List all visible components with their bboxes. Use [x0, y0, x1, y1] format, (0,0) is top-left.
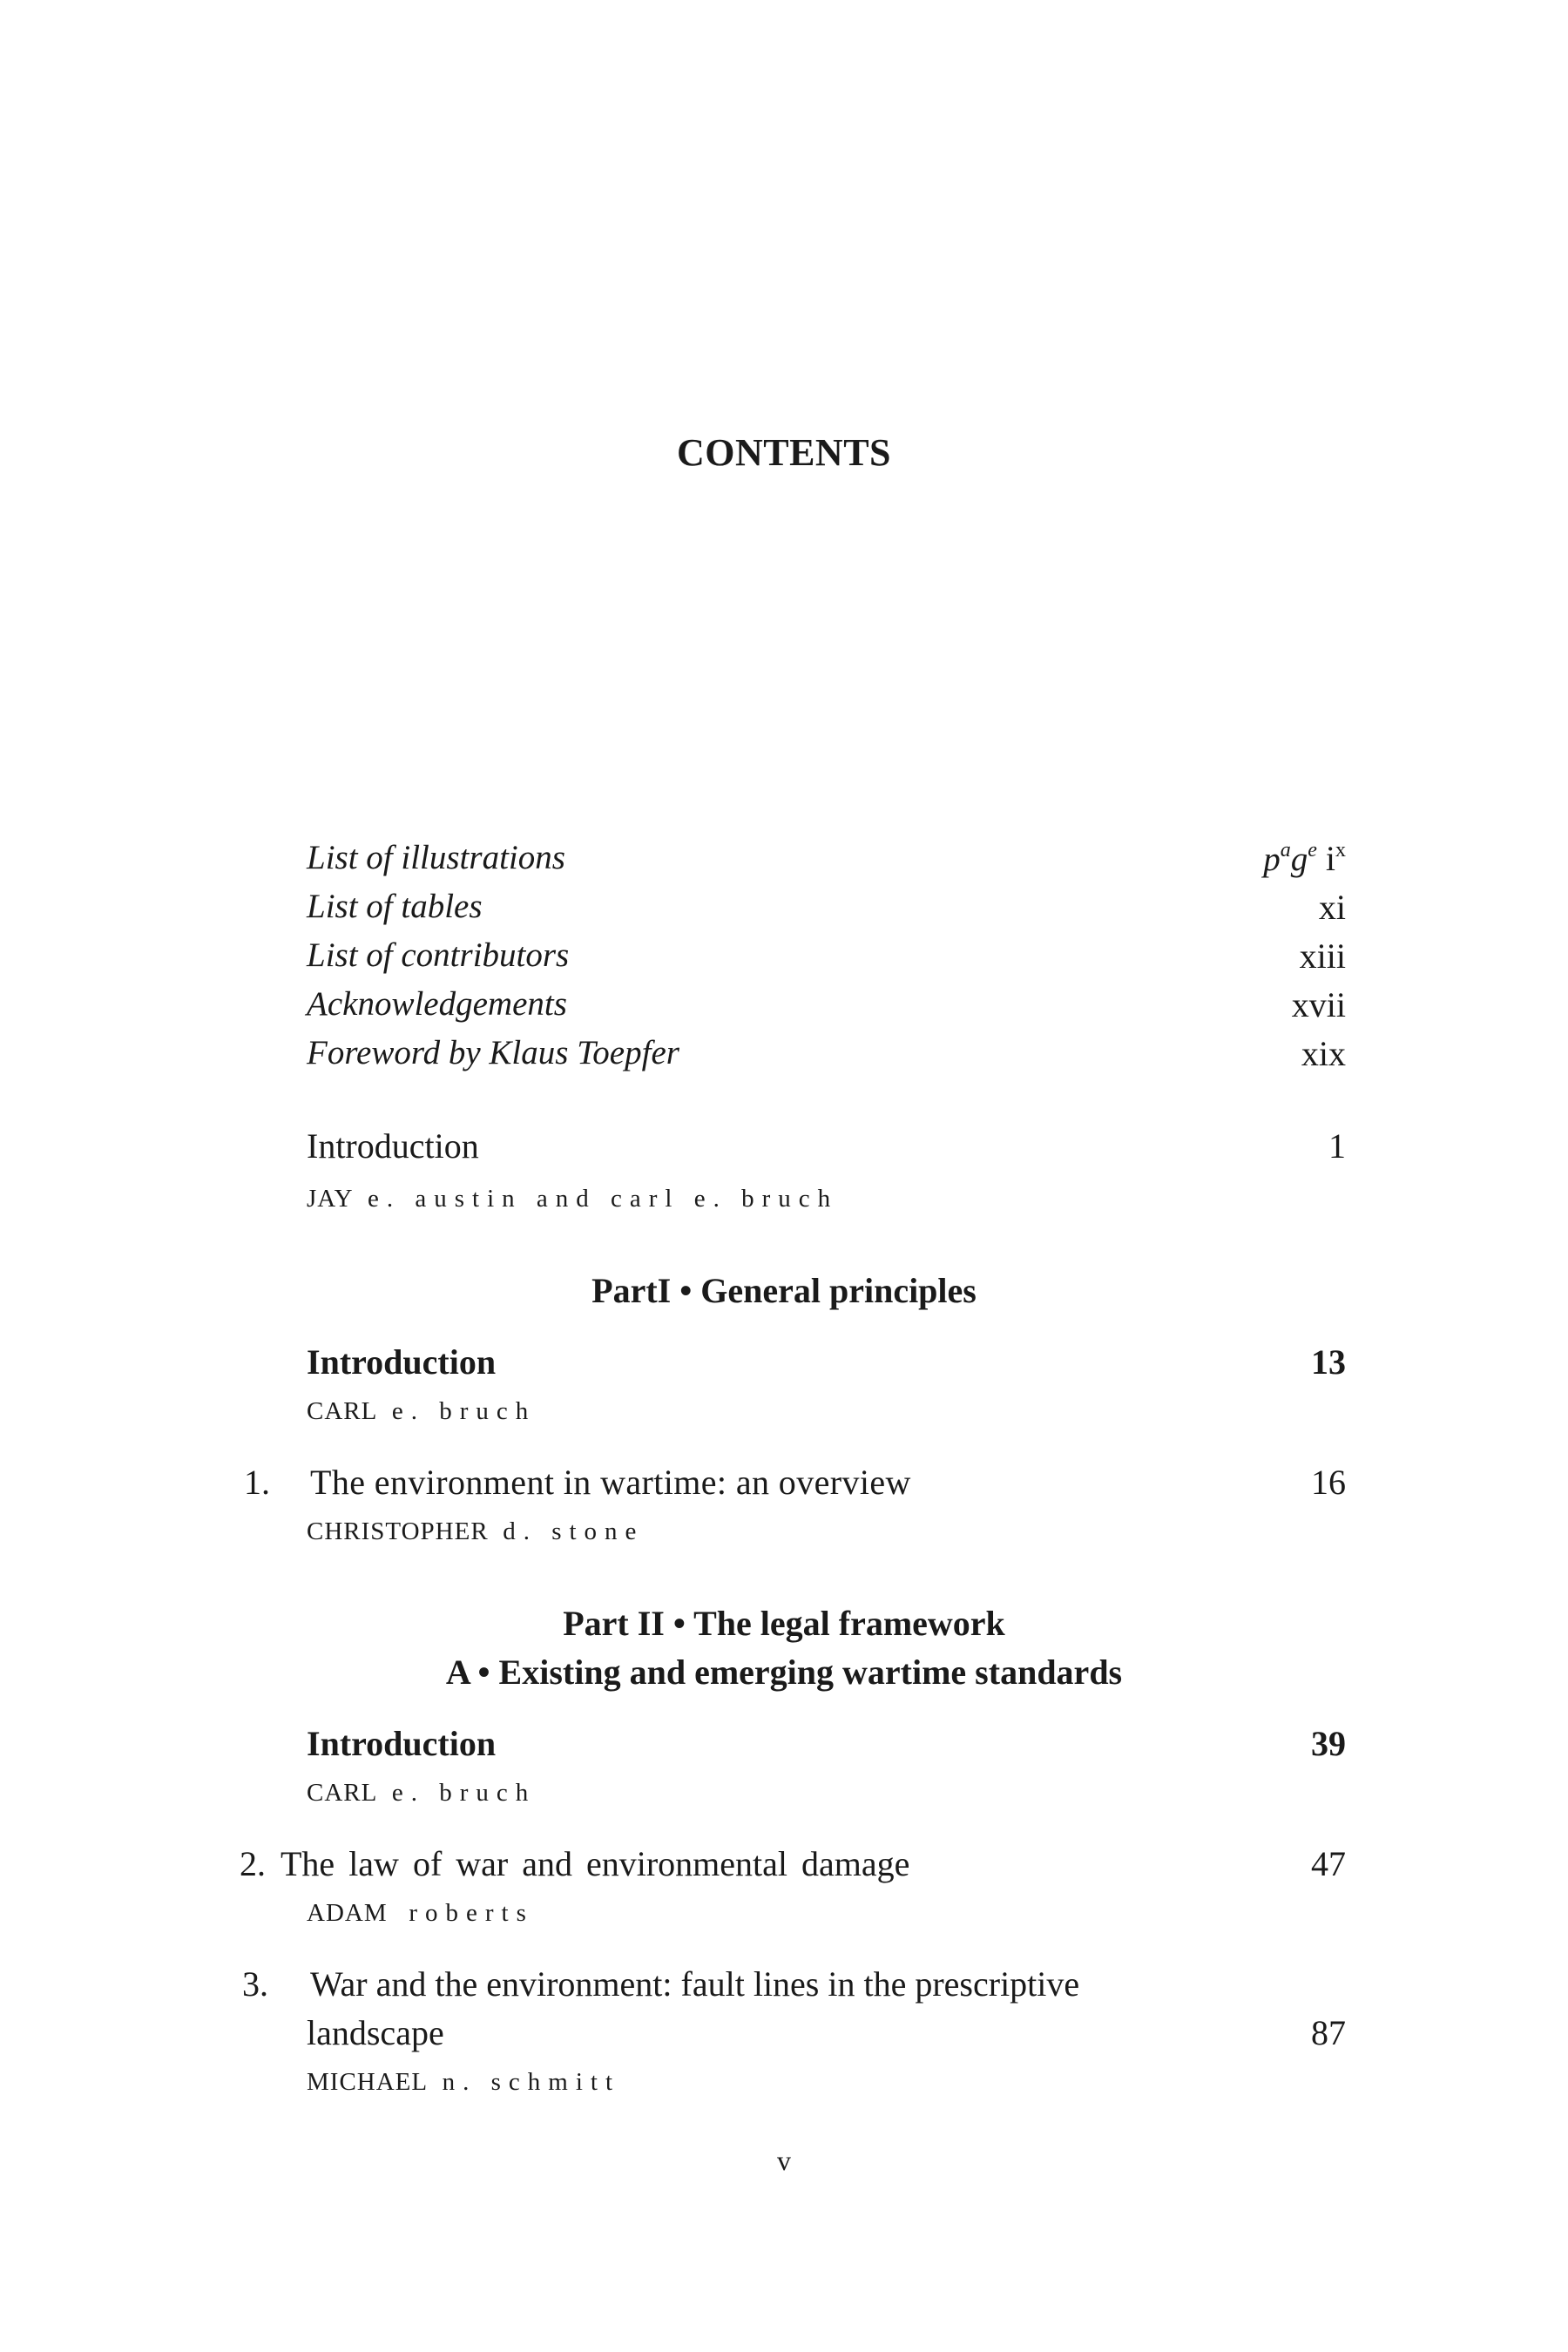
- toc-introduction[interactable]: Introduction: [307, 1126, 479, 1166]
- author-line: [307, 1779, 536, 1808]
- toc-list-of-illustrations[interactable]: List of illustrations: [307, 839, 565, 876]
- toc-page-acknowledgements: xvii: [1291, 985, 1346, 1024]
- page-prefix-e: e: [1308, 839, 1317, 862]
- page-number: i: [1325, 839, 1335, 878]
- toc-page-chapter-1: 16: [1311, 1463, 1346, 1502]
- toc-page-illustrations: [1263, 838, 1346, 879]
- chapter-number: 1.: [244, 1463, 270, 1502]
- page-title: CONTENTS: [676, 431, 892, 474]
- author-line: [307, 1397, 536, 1426]
- author-lead: ADAM: [307, 1899, 388, 1927]
- toc-list-of-contributors[interactable]: List of contributors: [307, 936, 570, 974]
- author-rest: n. schmitt: [442, 2068, 620, 2096]
- page-prefix-a: a: [1280, 839, 1291, 862]
- author-lead: MICHAEL: [307, 2068, 429, 2096]
- toc-foreword[interactable]: Foreword by Klaus Toepfer: [307, 1034, 679, 1071]
- page-folio: v: [777, 2145, 791, 2176]
- author-rest: e. bruch: [391, 1397, 537, 1425]
- author-lead: CARL: [307, 1397, 378, 1425]
- toc-part2-introduction[interactable]: Introduction: [307, 1724, 497, 1763]
- author-line: [307, 1185, 838, 1213]
- author-lead: JAY: [307, 1185, 354, 1213]
- page-number-sup: x: [1335, 839, 1346, 862]
- toc-page-contributors: xiii: [1299, 936, 1346, 976]
- chapter-number: 2.: [240, 1844, 266, 1883]
- toc-page-foreword: xix: [1301, 1034, 1346, 1073]
- author-rest: e. bruch: [391, 1779, 537, 1807]
- author-line: [307, 1517, 644, 1546]
- author-lead: CARL: [307, 1779, 378, 1807]
- toc-chapter-3[interactable]: War and the environment: fault lines in the prescriptive: [310, 1964, 1080, 2004]
- toc-part1-introduction[interactable]: Introduction: [307, 1342, 497, 1382]
- author-rest: e. austin and carl e. bruch: [368, 1185, 839, 1213]
- page-prefix-p: p: [1263, 841, 1281, 878]
- section-heading: A • Existing and emerging wartime standards: [445, 1652, 1123, 1692]
- author-rest: roberts: [409, 1899, 534, 1927]
- author-rest: d. stone: [503, 1517, 645, 1545]
- toc-page-part2-introduction: 39: [1311, 1724, 1346, 1763]
- toc-chapter-3-continued[interactable]: landscape: [307, 2013, 444, 2052]
- toc-page-chapter-3: 87: [1311, 2013, 1346, 2052]
- toc-list-of-tables[interactable]: List of tables: [307, 888, 483, 925]
- toc-acknowledgements[interactable]: Acknowledgements: [307, 985, 567, 1023]
- toc-page-chapter-2: 47: [1311, 1844, 1346, 1883]
- toc-page-part1-introduction: 13: [1311, 1342, 1346, 1382]
- toc-chapter-1[interactable]: The environment in wartime: an overview: [310, 1463, 911, 1502]
- page-prefix-g: g: [1290, 841, 1308, 878]
- author-lead: CHRISTOPHER: [307, 1517, 489, 1545]
- chapter-number: 3.: [242, 1964, 268, 2004]
- toc-page-introduction: 1: [1328, 1126, 1346, 1166]
- toc-chapter-2[interactable]: The law of war and environmental damage: [280, 1844, 910, 1883]
- author-line: [307, 1899, 534, 1928]
- part-heading: Part II • The legal framework: [563, 1604, 1005, 1643]
- part-heading: PartI • General principles: [591, 1271, 977, 1310]
- toc-page-tables: xi: [1318, 888, 1346, 927]
- author-line: [307, 2068, 620, 2097]
